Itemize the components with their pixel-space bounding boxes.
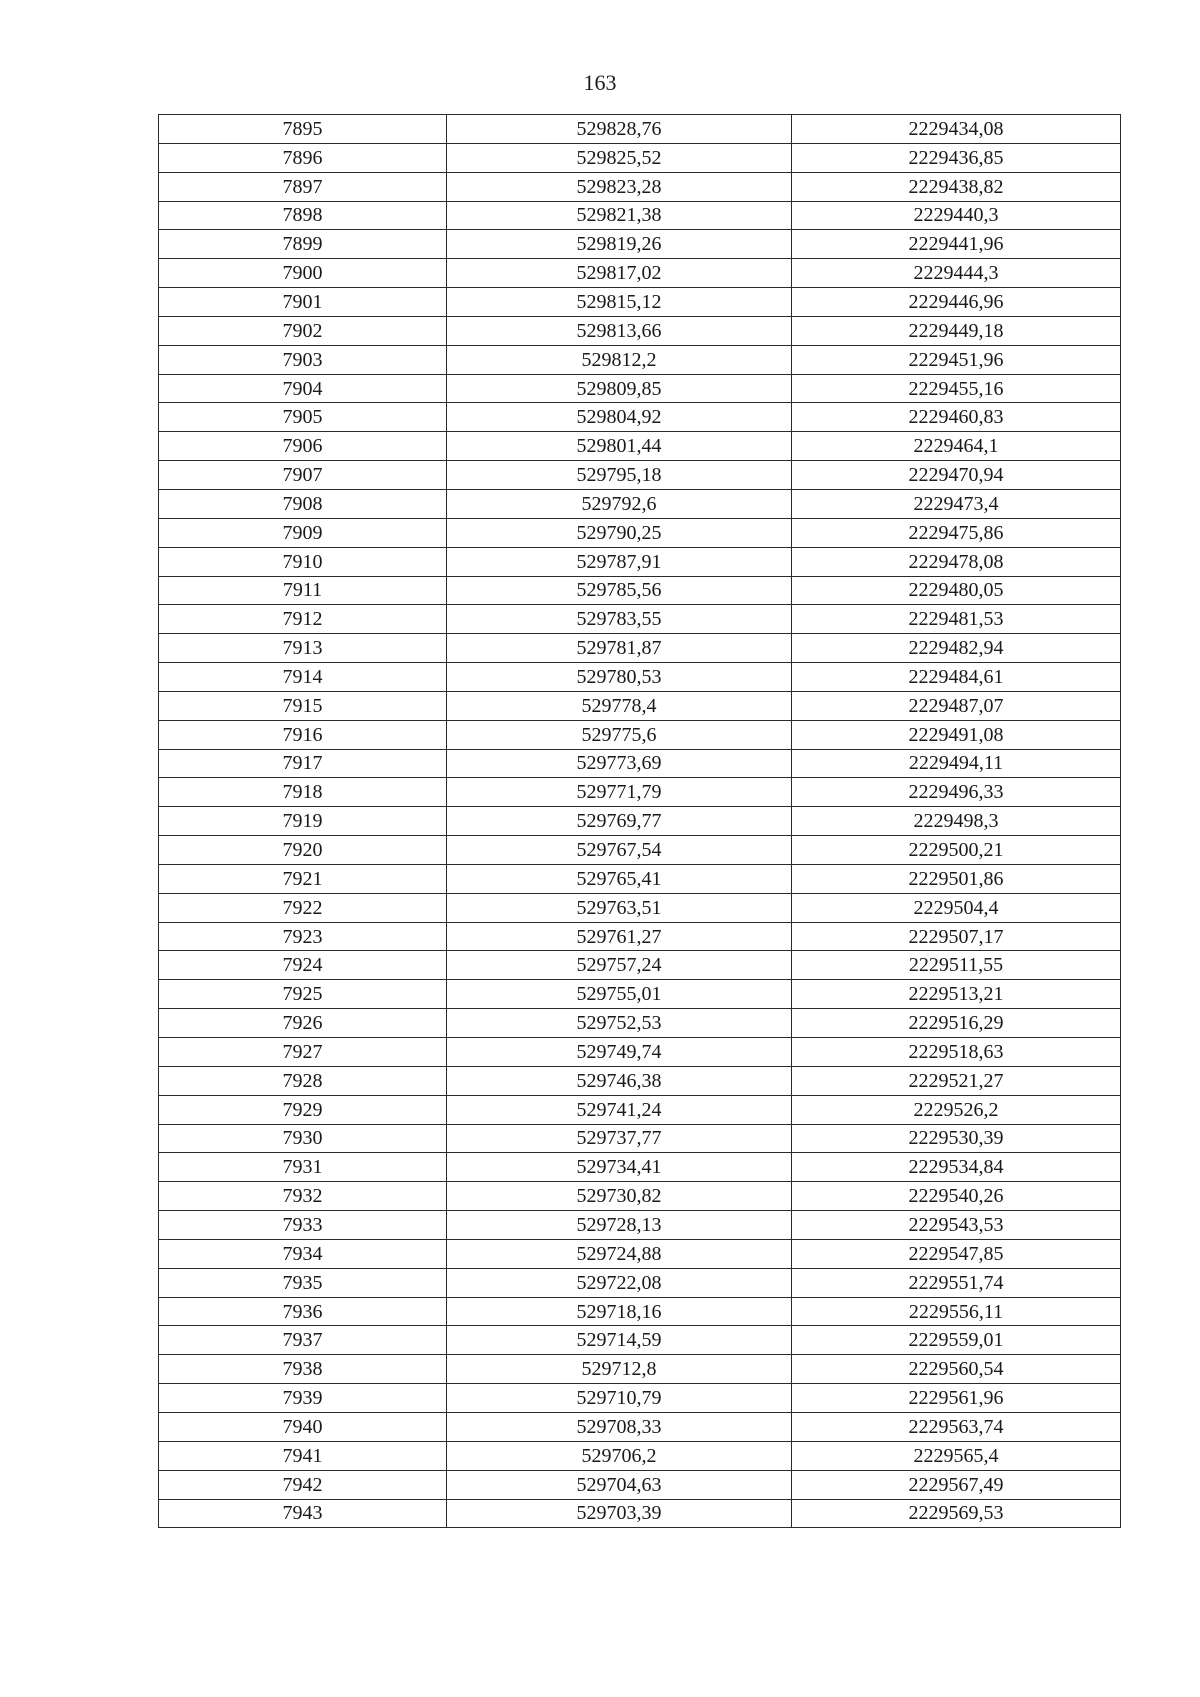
y-coordinate-cell: 2229513,21 <box>792 980 1121 1009</box>
table-row <box>159 1239 1121 1268</box>
point-number-cell: 7929 <box>159 1095 447 1124</box>
x-coordinate-cell: 529804,92 <box>447 403 792 432</box>
x-coordinate-cell: 529769,77 <box>447 807 792 836</box>
y-coordinate-cell: 2229507,17 <box>792 922 1121 951</box>
table-row <box>159 345 1121 374</box>
x-coordinate-cell: 529749,74 <box>447 1038 792 1067</box>
point-number-cell: 7899 <box>159 230 447 259</box>
point-number-cell: 7915 <box>159 691 447 720</box>
point-number-cell: 7913 <box>159 634 447 663</box>
y-coordinate-cell: 2229501,86 <box>792 864 1121 893</box>
y-coordinate-cell: 2229434,08 <box>792 115 1121 144</box>
table-row <box>159 980 1121 1009</box>
x-coordinate-cell: 529781,87 <box>447 634 792 663</box>
table-row <box>159 836 1121 865</box>
x-coordinate-cell: 529783,55 <box>447 605 792 634</box>
x-coordinate-cell: 529790,25 <box>447 518 792 547</box>
x-coordinate-cell: 529704,63 <box>447 1470 792 1499</box>
y-coordinate-cell: 2229491,08 <box>792 720 1121 749</box>
page-number: 163 <box>583 70 617 95</box>
point-number-cell: 7927 <box>159 1038 447 1067</box>
table-row <box>159 1470 1121 1499</box>
point-number-cell: 7941 <box>159 1441 447 1470</box>
y-coordinate-cell: 2229543,53 <box>792 1211 1121 1240</box>
x-coordinate-cell: 529771,79 <box>447 778 792 807</box>
y-coordinate-cell: 2229444,3 <box>792 259 1121 288</box>
point-number-cell: 7920 <box>159 836 447 865</box>
table-row <box>159 143 1121 172</box>
y-coordinate-cell: 2229551,74 <box>792 1268 1121 1297</box>
table-row <box>159 576 1121 605</box>
table-row <box>159 1182 1121 1211</box>
point-number-cell: 7921 <box>159 864 447 893</box>
table-row <box>159 1499 1121 1528</box>
y-coordinate-cell: 2229540,26 <box>792 1182 1121 1211</box>
table-row <box>159 432 1121 461</box>
table-row <box>159 461 1121 490</box>
table-row <box>159 1211 1121 1240</box>
point-number-cell: 7907 <box>159 461 447 490</box>
point-number-cell: 7932 <box>159 1182 447 1211</box>
x-coordinate-cell: 529712,8 <box>447 1355 792 1384</box>
table-row <box>159 691 1121 720</box>
x-coordinate-cell: 529767,54 <box>447 836 792 865</box>
table-row <box>159 720 1121 749</box>
point-number-cell: 7926 <box>159 1009 447 1038</box>
x-coordinate-cell: 529718,16 <box>447 1297 792 1326</box>
y-coordinate-cell: 2229521,27 <box>792 1066 1121 1095</box>
table-row <box>159 489 1121 518</box>
table-row <box>159 230 1121 259</box>
point-number-cell: 7897 <box>159 172 447 201</box>
x-coordinate-cell: 529787,91 <box>447 547 792 576</box>
point-number-cell: 7919 <box>159 807 447 836</box>
y-coordinate-cell: 2229498,3 <box>792 807 1121 836</box>
table-row <box>159 1124 1121 1153</box>
y-coordinate-cell: 2229451,96 <box>792 345 1121 374</box>
point-number-cell: 7902 <box>159 316 447 345</box>
y-coordinate-cell: 2229496,33 <box>792 778 1121 807</box>
y-coordinate-cell: 2229518,63 <box>792 1038 1121 1067</box>
x-coordinate-cell: 529778,4 <box>447 691 792 720</box>
x-coordinate-cell: 529761,27 <box>447 922 792 951</box>
coordinates-table <box>158 114 1121 1528</box>
point-number-cell: 7928 <box>159 1066 447 1095</box>
x-coordinate-cell: 529823,28 <box>447 172 792 201</box>
point-number-cell: 7933 <box>159 1211 447 1240</box>
table-row <box>159 547 1121 576</box>
y-coordinate-cell: 2229475,86 <box>792 518 1121 547</box>
x-coordinate-cell: 529780,53 <box>447 663 792 692</box>
y-coordinate-cell: 2229487,07 <box>792 691 1121 720</box>
x-coordinate-cell: 529828,76 <box>447 115 792 144</box>
y-coordinate-cell: 2229478,08 <box>792 547 1121 576</box>
point-number-cell: 7942 <box>159 1470 447 1499</box>
y-coordinate-cell: 2229534,84 <box>792 1153 1121 1182</box>
x-coordinate-cell: 529737,77 <box>447 1124 792 1153</box>
point-number-cell: 7909 <box>159 518 447 547</box>
point-number-cell: 7898 <box>159 201 447 230</box>
point-number-cell: 7903 <box>159 345 447 374</box>
y-coordinate-cell: 2229561,96 <box>792 1384 1121 1413</box>
table-row <box>159 1038 1121 1067</box>
x-coordinate-cell: 529710,79 <box>447 1384 792 1413</box>
point-number-cell: 7917 <box>159 749 447 778</box>
x-coordinate-cell: 529722,08 <box>447 1268 792 1297</box>
x-coordinate-cell: 529813,66 <box>447 316 792 345</box>
y-coordinate-cell: 2229563,74 <box>792 1412 1121 1441</box>
y-coordinate-cell: 2229565,4 <box>792 1441 1121 1470</box>
y-coordinate-cell: 2229511,55 <box>792 951 1121 980</box>
x-coordinate-cell: 529763,51 <box>447 893 792 922</box>
table-row <box>159 403 1121 432</box>
y-coordinate-cell: 2229480,05 <box>792 576 1121 605</box>
table-row <box>159 288 1121 317</box>
point-number-cell: 7912 <box>159 605 447 634</box>
point-number-cell: 7901 <box>159 288 447 317</box>
x-coordinate-cell: 529821,38 <box>447 201 792 230</box>
x-coordinate-cell: 529746,38 <box>447 1066 792 1095</box>
x-coordinate-cell: 529706,2 <box>447 1441 792 1470</box>
table-row <box>159 1153 1121 1182</box>
table-row <box>159 1095 1121 1124</box>
point-number-cell: 7895 <box>159 115 447 144</box>
x-coordinate-cell: 529809,85 <box>447 374 792 403</box>
y-coordinate-cell: 2229484,61 <box>792 663 1121 692</box>
x-coordinate-cell: 529817,02 <box>447 259 792 288</box>
table-row <box>159 1297 1121 1326</box>
y-coordinate-cell: 2229446,96 <box>792 288 1121 317</box>
x-coordinate-cell: 529819,26 <box>447 230 792 259</box>
point-number-cell: 7905 <box>159 403 447 432</box>
coordinates-table-body <box>159 115 1121 1528</box>
point-number-cell: 7922 <box>159 893 447 922</box>
table-row <box>159 1326 1121 1355</box>
point-number-cell: 7914 <box>159 663 447 692</box>
table-row <box>159 663 1121 692</box>
y-coordinate-cell: 2229482,94 <box>792 634 1121 663</box>
y-coordinate-cell: 2229438,82 <box>792 172 1121 201</box>
point-number-cell: 7931 <box>159 1153 447 1182</box>
x-coordinate-cell: 529724,88 <box>447 1239 792 1268</box>
x-coordinate-cell: 529730,82 <box>447 1182 792 1211</box>
y-coordinate-cell: 2229473,4 <box>792 489 1121 518</box>
x-coordinate-cell: 529708,33 <box>447 1412 792 1441</box>
table-row <box>159 374 1121 403</box>
y-coordinate-cell: 2229470,94 <box>792 461 1121 490</box>
table-row <box>159 1441 1121 1470</box>
y-coordinate-cell: 2229455,16 <box>792 374 1121 403</box>
point-number-cell: 7908 <box>159 489 447 518</box>
x-coordinate-cell: 529773,69 <box>447 749 792 778</box>
point-number-cell: 7935 <box>159 1268 447 1297</box>
point-number-cell: 7904 <box>159 374 447 403</box>
point-number-cell: 7939 <box>159 1384 447 1413</box>
point-number-cell: 7911 <box>159 576 447 605</box>
point-number-cell: 7936 <box>159 1297 447 1326</box>
x-coordinate-cell: 529703,39 <box>447 1499 792 1528</box>
point-number-cell: 7930 <box>159 1124 447 1153</box>
table-row <box>159 807 1121 836</box>
table-row <box>159 922 1121 951</box>
y-coordinate-cell: 2229547,85 <box>792 1239 1121 1268</box>
table-row <box>159 1412 1121 1441</box>
y-coordinate-cell: 2229436,85 <box>792 143 1121 172</box>
point-number-cell: 7910 <box>159 547 447 576</box>
point-number-cell: 7918 <box>159 778 447 807</box>
table-row <box>159 259 1121 288</box>
table-row <box>159 518 1121 547</box>
table-row <box>159 634 1121 663</box>
y-coordinate-cell: 2229494,11 <box>792 749 1121 778</box>
y-coordinate-cell: 2229516,29 <box>792 1009 1121 1038</box>
table-row <box>159 951 1121 980</box>
table-row <box>159 316 1121 345</box>
x-coordinate-cell: 529785,56 <box>447 576 792 605</box>
table-row <box>159 1009 1121 1038</box>
point-number-cell: 7943 <box>159 1499 447 1528</box>
x-coordinate-cell: 529815,12 <box>447 288 792 317</box>
y-coordinate-cell: 2229530,39 <box>792 1124 1121 1153</box>
table-row <box>159 893 1121 922</box>
y-coordinate-cell: 2229481,53 <box>792 605 1121 634</box>
table-row <box>159 1268 1121 1297</box>
x-coordinate-cell: 529775,6 <box>447 720 792 749</box>
x-coordinate-cell: 529752,53 <box>447 1009 792 1038</box>
table-row <box>159 605 1121 634</box>
x-coordinate-cell: 529755,01 <box>447 980 792 1009</box>
y-coordinate-cell: 2229440,3 <box>792 201 1121 230</box>
point-number-cell: 7925 <box>159 980 447 1009</box>
x-coordinate-cell: 529801,44 <box>447 432 792 461</box>
table-row <box>159 115 1121 144</box>
x-coordinate-cell: 529825,52 <box>447 143 792 172</box>
point-number-cell: 7896 <box>159 143 447 172</box>
y-coordinate-cell: 2229556,11 <box>792 1297 1121 1326</box>
point-number-cell: 7937 <box>159 1326 447 1355</box>
point-number-cell: 7938 <box>159 1355 447 1384</box>
y-coordinate-cell: 2229567,49 <box>792 1470 1121 1499</box>
point-number-cell: 7934 <box>159 1239 447 1268</box>
y-coordinate-cell: 2229464,1 <box>792 432 1121 461</box>
y-coordinate-cell: 2229460,83 <box>792 403 1121 432</box>
point-number-cell: 7940 <box>159 1412 447 1441</box>
y-coordinate-cell: 2229449,18 <box>792 316 1121 345</box>
point-number-cell: 7916 <box>159 720 447 749</box>
x-coordinate-cell: 529734,41 <box>447 1153 792 1182</box>
y-coordinate-cell: 2229504,4 <box>792 893 1121 922</box>
y-coordinate-cell: 2229559,01 <box>792 1326 1121 1355</box>
x-coordinate-cell: 529792,6 <box>447 489 792 518</box>
table-row <box>159 1355 1121 1384</box>
y-coordinate-cell: 2229500,21 <box>792 836 1121 865</box>
table-row <box>159 778 1121 807</box>
x-coordinate-cell: 529728,13 <box>447 1211 792 1240</box>
y-coordinate-cell: 2229560,54 <box>792 1355 1121 1384</box>
point-number-cell: 7900 <box>159 259 447 288</box>
point-number-cell: 7924 <box>159 951 447 980</box>
x-coordinate-cell: 529741,24 <box>447 1095 792 1124</box>
table-row <box>159 1066 1121 1095</box>
point-number-cell: 7923 <box>159 922 447 951</box>
table-row <box>159 172 1121 201</box>
y-coordinate-cell: 2229441,96 <box>792 230 1121 259</box>
table-row <box>159 201 1121 230</box>
y-coordinate-cell: 2229526,2 <box>792 1095 1121 1124</box>
x-coordinate-cell: 529812,2 <box>447 345 792 374</box>
x-coordinate-cell: 529714,59 <box>447 1326 792 1355</box>
point-number-cell: 7906 <box>159 432 447 461</box>
x-coordinate-cell: 529795,18 <box>447 461 792 490</box>
x-coordinate-cell: 529757,24 <box>447 951 792 980</box>
y-coordinate-cell: 2229569,53 <box>792 1499 1121 1528</box>
table-row <box>159 864 1121 893</box>
x-coordinate-cell: 529765,41 <box>447 864 792 893</box>
table-row <box>159 749 1121 778</box>
table-row <box>159 1384 1121 1413</box>
